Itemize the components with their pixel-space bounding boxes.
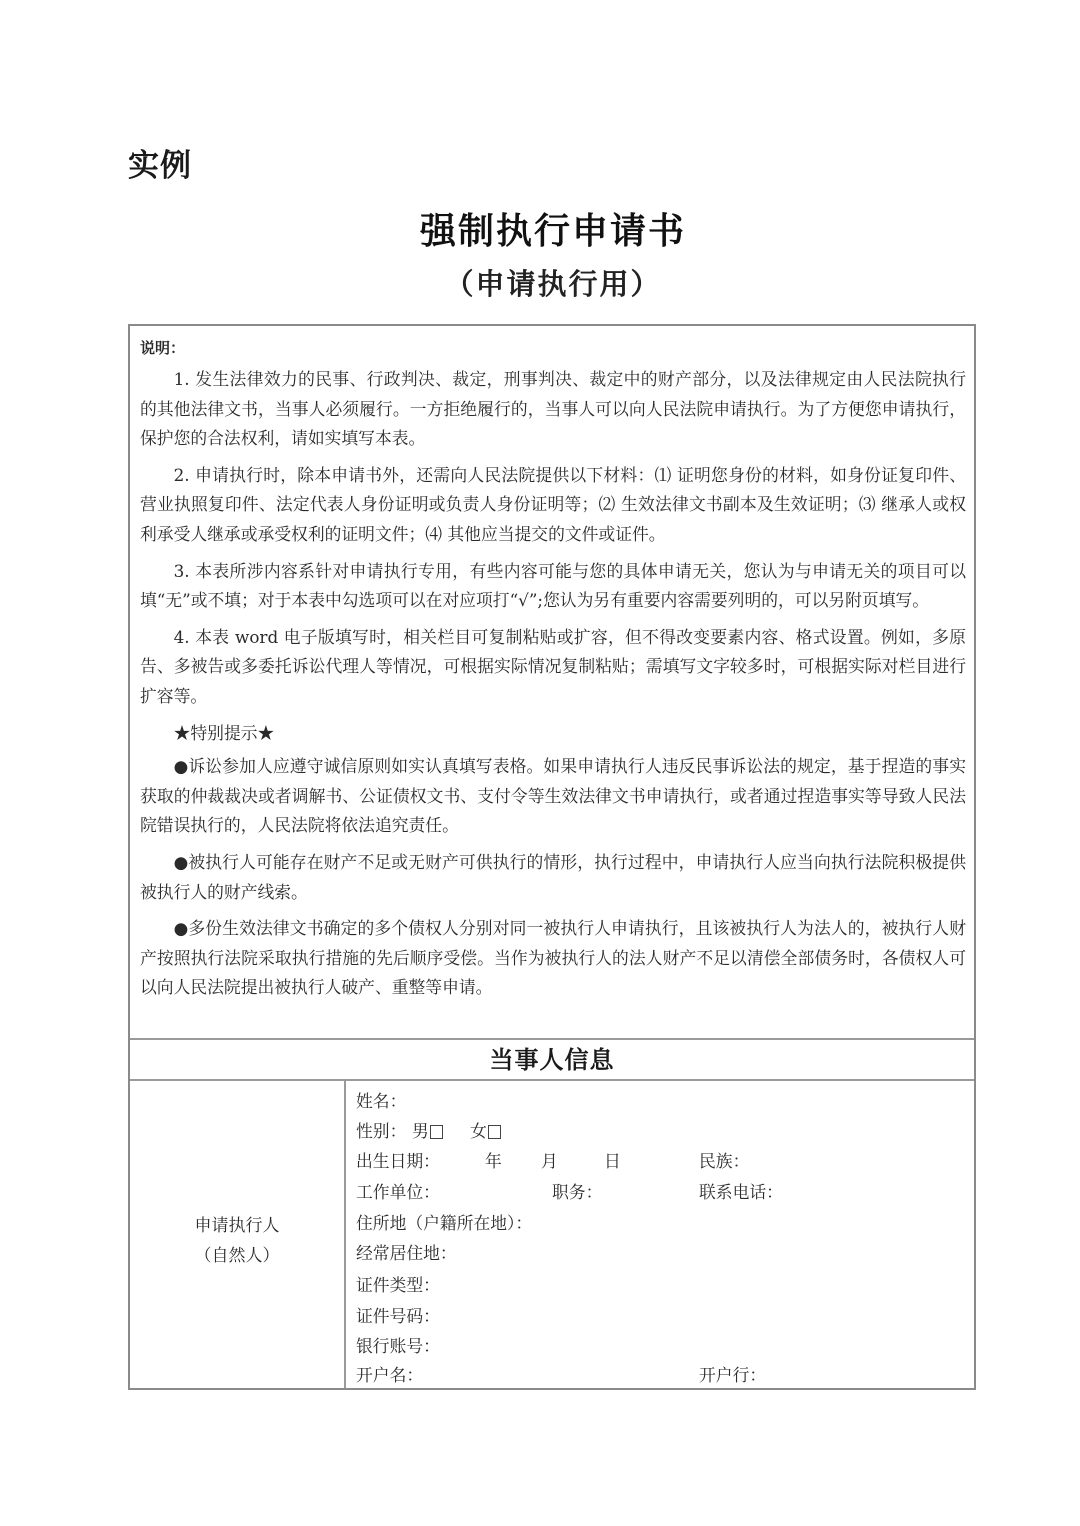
- birth-date-field[interactable]: 出生日期：: [356, 1151, 440, 1171]
- gender-male-option[interactable]: [412, 1116, 443, 1146]
- name-row: [356, 1086, 966, 1116]
- domicile-row: [356, 1208, 966, 1238]
- section-label: 实例: [128, 148, 192, 184]
- instructions-heading: 说明：: [140, 339, 186, 357]
- phone-field[interactable]: 联系电话：: [699, 1182, 783, 1202]
- bank-account-row: [356, 1331, 966, 1361]
- account-row: [356, 1360, 966, 1390]
- position-field[interactable]: 职务：: [552, 1182, 603, 1202]
- workplace-field[interactable]: 工作单位：: [356, 1182, 440, 1202]
- residence-field[interactable]: 经常居住地：: [356, 1243, 457, 1263]
- gender-female-checkbox[interactable]: [488, 1125, 501, 1139]
- birth-year-label: 年: [485, 1151, 502, 1171]
- document-subtitle: （申请执行用）: [444, 267, 662, 301]
- special-tip-heading: ★特别提示★: [173, 722, 275, 743]
- applicant-role-label: [130, 1211, 344, 1271]
- special-tip-2: ●被执行人可能存在财产不足或无财产可供执行的情形，执行过程中，申请执行人应当向执行法院积极提供被执行人的财产线索。: [140, 851, 966, 902]
- applicant-role-cell: [130, 1081, 346, 1388]
- bank-account-field[interactable]: 银行账号：: [356, 1336, 440, 1356]
- gender-label: 性别：: [356, 1121, 407, 1141]
- account-name-field[interactable]: 开户名：: [356, 1365, 424, 1385]
- residence-row: [356, 1238, 966, 1268]
- birth-month-label: 月: [541, 1151, 558, 1171]
- instructions-section: [130, 326, 974, 1038]
- birth-day-label: 日: [604, 1151, 621, 1171]
- id-number-field[interactable]: 证件号码：: [356, 1306, 440, 1326]
- application-form: [128, 324, 976, 1390]
- id-type-row: [356, 1270, 966, 1300]
- instruction-item-3: 3. 本表所涉内容系针对申请执行专用，有些内容可能与您的具体申请无关，您认为与申请无关的项目可以填“无”或不填；对于本表中勾选项可以在对应项打“√”;您认为另有重要内容需要列明的，可以另附页填写。: [140, 560, 966, 611]
- instruction-item-2: 2. 申请执行时，除本申请书外，还需向人民法院提供以下材料：⑴ 证明您身份的材料，如身份证复印件、营业执照复印件、法定代表人身份证明或负责人身份证明等；⑵ 生效法律文书副本及生效证明；⑶ 继承人或权利承受人继承或承受权利的证明文件；⑷ 其他应当提交的文件或证件。: [140, 464, 966, 544]
- id-number-row: [356, 1301, 966, 1331]
- special-tip-3: ●多份生效法律文书确定的多个债权人分别对同一被执行人申请执行，且该被执行人为法人的，被执行人财产按照执行法院采取执行措施的先后顺序受偿。当作为被执行人的法人财产不足以清偿全部债务时，各债权人可以向人民法院提出被执行人破产、重整等申请。: [140, 918, 966, 998]
- domicile-field[interactable]: 住所地（户籍所在地）：: [356, 1213, 533, 1233]
- document-title: 强制执行申请书: [419, 210, 686, 252]
- work-row: [356, 1177, 966, 1207]
- ethnicity-field[interactable]: 民族：: [699, 1151, 750, 1171]
- party-info-heading: 当事人信息: [130, 1038, 974, 1081]
- instruction-item-1: 1. 发生法律效力的民事、行政判决、裁定，刑事判决、裁定中的财产部分，以及法律规定由人民法院执行的其他法律文书，当事人必须履行。一方拒绝履行的，当事人可以向人民法院申请执行。为了方便您申请执行，保护您的合法权利，请如实填写本表。: [140, 369, 966, 449]
- special-tip-1: ●诉讼参加人应遵守诚信原则如实认真填写表格。如果申请执行人违反民事诉讼法的规定，基于捏造的事实获取的仲裁裁决或者调解书、公证债权文书、支付令等生效法律文书申请执行，或者通过捏造事实等导致人民法院错误执行的，人民法院将依法追究责任。: [140, 756, 966, 836]
- applicant-fields-cell: [346, 1081, 974, 1388]
- instruction-item-4: 4. 本表 word 电子版填写时，相关栏目可复制粘贴或扩容，但不得改变要素内容、格式设置。例如，多原告、多被告或多委托诉讼代理人等情况，可根据实际情况复制粘贴；需填写文字较多时，可根据实际对栏目进行扩容等。: [140, 626, 966, 706]
- gender-male-checkbox[interactable]: [430, 1125, 443, 1139]
- gender-row: [356, 1116, 966, 1146]
- name-field[interactable]: 姓名：: [356, 1091, 407, 1111]
- bank-name-field[interactable]: 开户行：: [699, 1365, 767, 1385]
- gender-female-option[interactable]: [470, 1116, 501, 1146]
- applicant-role-line1: 申请执行人: [194, 1216, 280, 1236]
- applicant-role-line2: （自然人）: [194, 1246, 280, 1266]
- gender-female-label: 女: [470, 1121, 487, 1141]
- birth-row: [356, 1146, 966, 1176]
- gender-male-label: 男: [412, 1121, 429, 1141]
- id-type-field[interactable]: 证件类型：: [356, 1275, 440, 1295]
